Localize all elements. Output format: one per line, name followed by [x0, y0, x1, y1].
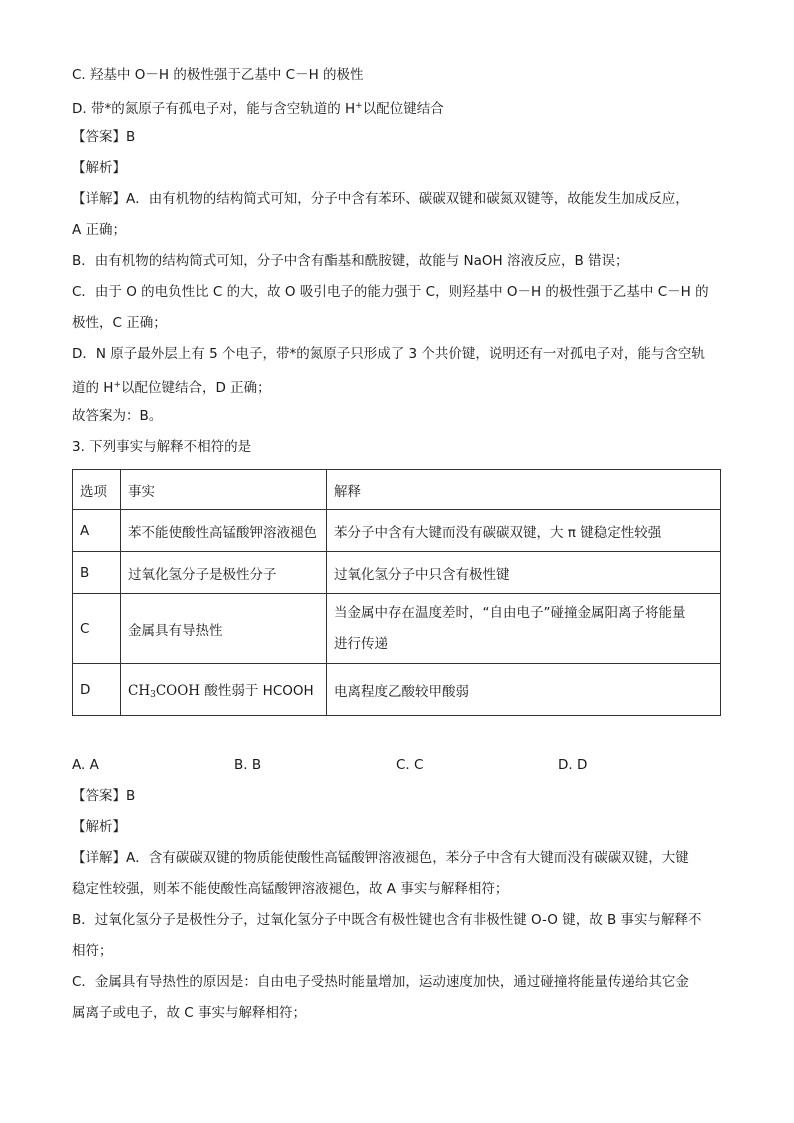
table-cell-fact: 苯不能使酸性高锰酸钾溶液褪色: [121, 510, 327, 552]
q3-detail-c-line1: C．金属具有导热性的原因是：自由电子受热时能量增加，运动速度加快，通过碰撞将能量传递给其它金: [72, 974, 689, 990]
table-header-cell: 事实: [121, 470, 327, 510]
q3-detail-b-line1: B．过氧化氢分子是极性分子，过氧化氢分子中既含有极性键也含有非极性键 O-O 键，故 B 事实与解释不: [72, 912, 702, 928]
table-header-cell: 解释: [327, 470, 721, 510]
table-row: [73, 664, 721, 716]
table-cell-option: C: [73, 594, 121, 664]
table-header-cell: 选项: [73, 470, 121, 510]
q2-detail-a-line2: A 正确；: [72, 222, 127, 238]
q2-option-c: C. 羟基中 O－H 的极性强于乙基中 C－H 的极性: [72, 67, 364, 83]
table-cell-option: A: [73, 510, 121, 552]
table-cell-option: B: [73, 552, 121, 594]
q2-detail-b: B．由有机物的结构简式可知，分子中含有酯基和酰胺键，故能与 NaOH 溶液反应，B 错误；: [72, 253, 629, 269]
q2-detail-d-line1: D．N 原子最外层上有 5 个电子，带*的氮原子只形成了 3 个共价键，说明还有一对孤电子对，能与含空轨: [72, 346, 705, 362]
table-cell-fact: 过氧化氢分子是极性分子: [121, 552, 327, 594]
q3-analysis-heading: 【解析】: [72, 819, 126, 835]
table-row: [73, 594, 721, 664]
q3-answer: 【答案】B: [72, 788, 136, 804]
table-cell-explain: [327, 594, 721, 664]
q3-detail-a-line1: 【详解】A．含有碳碳双键的物质能使酸性高锰酸钾溶液褪色，苯分子中含有大键而没有碳碳双键，大键: [72, 850, 689, 866]
table-header-row: [73, 470, 721, 510]
table-cell-fact: $CH_3COOH$ 酸性弱于 HCOOH: [121, 664, 327, 716]
table-cell-fact: 金属具有导热性: [121, 594, 327, 664]
q2-analysis-heading: 【解析】: [72, 160, 126, 176]
document-page: [72, 60, 722, 1029]
q3-stem: 3. 下列事实与解释不相符的是: [72, 439, 252, 455]
choice-b: B. B: [234, 757, 262, 773]
q2-answer: 【答案】B: [72, 129, 136, 145]
q2-detail-a-line1: 【详解】A．由有机物的结构简式可知，分子中含有苯环、碳碳双键和碳氮双键等，故能发生加成反应，: [72, 191, 689, 207]
q3-detail-b-line2: 相符；: [72, 943, 113, 959]
q3-detail-a-line2: 稳定性较强，则苯不能使酸性高锰酸钾溶液褪色，故 A 事实与解释相符；: [72, 881, 509, 897]
q2-option-d: D. 带*的氮原子有孤电子对，能与含空轨道的 H+以配位键结合: [72, 101, 444, 117]
table-cell-explain-line1: 当金属中存在温度差时，“自由电子”碰撞金属阳离子将能量: [334, 604, 686, 621]
table-row: [73, 510, 721, 552]
table-cell-explain-line2: 进行传递: [334, 635, 388, 652]
table-row: [73, 552, 721, 594]
choice-c: C. C: [396, 757, 424, 773]
table-cell-explain: 过氧化氢分子中只含有极性键: [327, 552, 721, 594]
q3-table: [72, 469, 721, 716]
choice-a: A. A: [72, 757, 99, 773]
table-cell-explain: 电离程度乙酸较甲酸弱: [327, 664, 721, 716]
acetic-acid-formula: $CH_3COOH$: [128, 683, 201, 700]
q2-detail-c-line1: C．由于 O 的电负性比 C 的大，故 O 吸引电子的能力强于 C，则羟基中 O－H 的极性强于乙基中 C－H 的: [72, 284, 709, 300]
q2-detail-c-line2: 极性，C 正确；: [72, 315, 167, 331]
choice-d: D. D: [558, 757, 588, 773]
q2-detail-d-line2: 道的 H+以配位键结合，D 正确；: [72, 380, 271, 396]
q3-detail-c-line2: 属离子或电子，故 C 事实与解释相符；: [72, 1005, 307, 1021]
table-cell-option: D: [73, 664, 121, 716]
q3-choices: [72, 750, 722, 781]
q2-conclusion: 故答案为：B。: [72, 408, 163, 424]
table-cell-explain: 苯分子中含有大键而没有碳碳双键，大 π 键稳定性较强: [327, 510, 721, 552]
